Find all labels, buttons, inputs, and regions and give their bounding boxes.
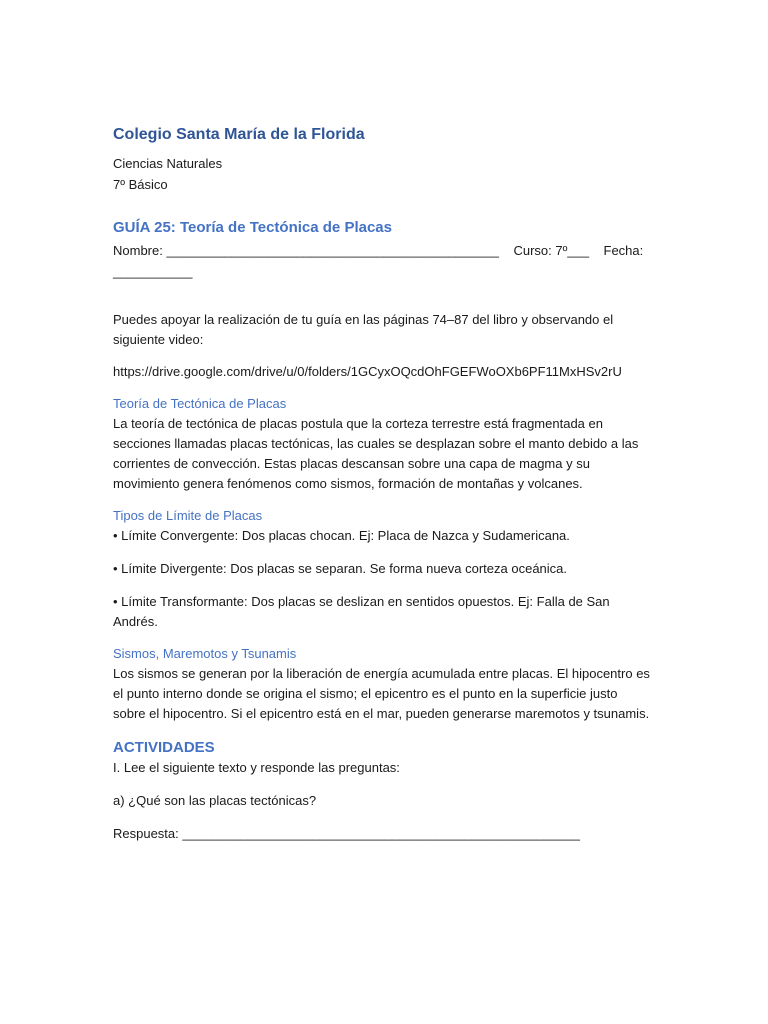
section-heading-earthquakes: Sismos, Maremotos y Tsunamis — [113, 646, 297, 661]
bullet-convergent: • Límite Convergente: Dos placas chocan. Ej: Placa de Nazca y Sudamericana. — [113, 528, 570, 543]
answer-line[interactable]: Respuesta: _______________________________________________________ — [113, 826, 581, 841]
activities-heading: ACTIVIDADES — [113, 739, 215, 756]
section-body-tectonics: La teoría de tectónica de placas postula que la corteza terrestre está fragmentada en secciones llamadas placas tectónicas, las cuales se desplazan sobre el manto debido a las corrientes de convección. Estas placas descansan sobre una capa de magma y su movimiento genera fenómenos como sismos, formación de montañas y volcanes. — [113, 416, 639, 491]
section-heading-tectonics: Teoría de Tectónica de Placas — [113, 396, 287, 411]
section-heading-boundaries: Tipos de Límite de Placas — [113, 508, 263, 523]
spacer — [113, 282, 653, 310]
subject-line: Ciencias Naturales — [113, 156, 223, 171]
question-a: a) ¿Qué son las placas tectónicas? — [113, 793, 317, 808]
intro-text: Puedes apoyar la realización de tu guía en las páginas 74–87 del libro y observando el siguiente video: — [113, 312, 614, 347]
document-page — [113, 124, 653, 844]
bullet-transform: • Límite Transformante: Dos placas se deslizan en sentidos opuestos. Ej: Falla de San Andrés. — [113, 594, 610, 629]
video-link[interactable]: https://drive.google.com/drive/u/0/folders/1GCyxOQcdOhFGEFWoOXb6PF11MxHSv2rU — [113, 364, 622, 379]
activities-instruction: I. Lee el siguiente texto y responde las preguntas: — [113, 760, 400, 775]
guide-title: GUÍA 25: Teoría de Tectónica de Placas — [113, 219, 392, 236]
bullet-divergent: • Límite Divergente: Dos placas se separan. Se forma nueva corteza oceánica. — [113, 561, 568, 576]
date-blank: ___________ — [113, 264, 193, 279]
name-course-date-row: Nombre: ______________________________________________ Curso: 7º___ Fecha: — [113, 243, 644, 258]
school-name: Colegio Santa María de la Florida — [113, 126, 365, 143]
section-body-earthquakes: Los sismos se generan por la liberación de energía acumulada entre placas. El hipocentro es el punto interno donde se origina el sismo; el epicentro es el punto en la superficie justo sobre el hipocentro. Si el epicentro está en el mar, pueden generarse maremotos y tsunamis. — [113, 666, 650, 721]
grade-line: 7º Básico — [113, 177, 168, 192]
